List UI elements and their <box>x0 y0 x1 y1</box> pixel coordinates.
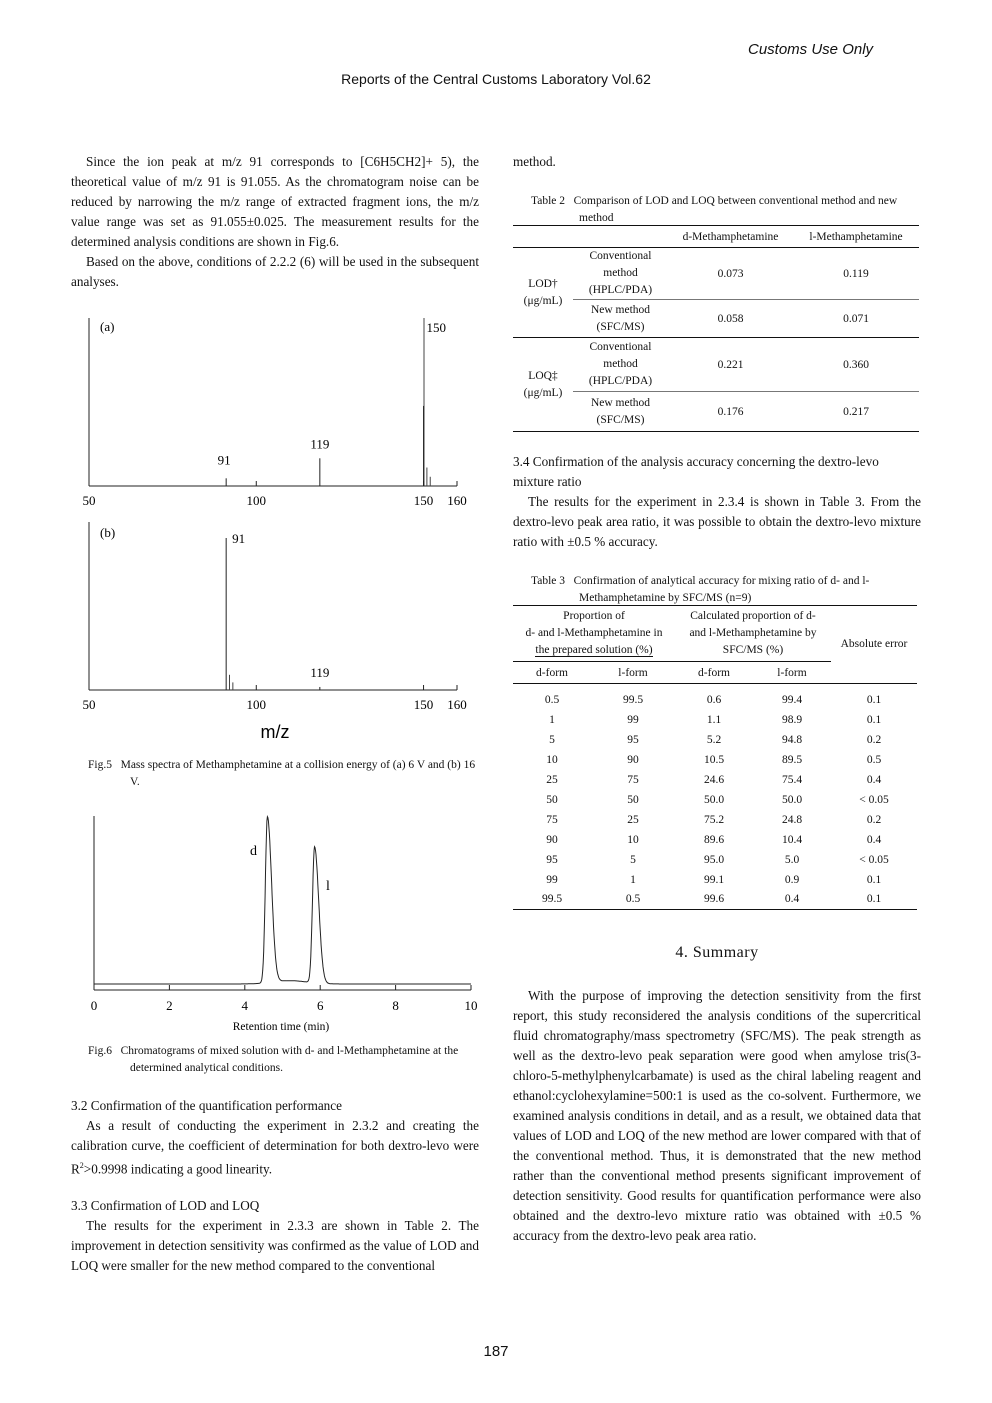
mz-axis-label: m/z <box>260 722 290 742</box>
table-row: 99 1 99.1 0.9 0.1 <box>546 873 882 886</box>
summary-paragraph: With the purpose of improving the detection sensitivity from the first report, this study reconsidered the analysis conditions of the supercritical fluid chromatography/mass spectrometry (SFC/MS). The peak strength as well as the dextro-levo peak separation were good when amylose tris(3-chloro-5-methylphenylcarbamate) is used as the chiral labeling reagent and ethanol:cyclohexylamine=500:1 is used as the co-solvent. Furthermore, we examined analysis conditions in detail, and as a result, we obtained data that values of LOD and LOQ of the new method are lower compared with that of the conventional method. Thus, it is demonstrated that the new method rather than the conventional method presents significant improvement of detection sensitivity. Good results for quantification performance were also obtained and the dextro-levo mixture ratio was obtained with ±0.5 % accuracy from the dextro-levo peak area ratio. <box>513 988 921 1243</box>
table-row: 1 99 1.1 98.9 0.1 <box>549 713 882 726</box>
heading-3-2: 3.2 Confirmation of the quantification performance <box>71 1098 342 1113</box>
summary-heading: 4. Summary <box>675 944 759 961</box>
peak-label-d: d <box>250 844 257 859</box>
page-number: 187 <box>483 1343 509 1360</box>
x-tick-label: 2 <box>166 998 173 1013</box>
spectrum-panel-b <box>83 522 467 742</box>
paragraph-3-2: As a result of conducting the experiment in 2.3.2 and creating the calibration curve, the coefficient of determination for both dextro-levo were $R^2>0.9998$ indicating a good linearity. <box>71 1118 479 1177</box>
heading-3-4: 3.4 Confirmation of the analysis accuracy concerning the dextro-levo mixture ratio <box>513 454 879 489</box>
t2-lod-label: LOD† (μg/mL) <box>513 248 573 338</box>
peak-label: 119 <box>310 436 330 452</box>
fig6-chromatogram <box>60 808 490 1040</box>
t2-col-l: l-Methamphetamine <box>809 230 903 243</box>
customs-use-only: Customs Use Only <box>748 41 874 58</box>
paragraph-conditions: Based on the above, conditions of 2.2.2 (6) will be used in the subsequent analyses. <box>71 254 479 289</box>
table3-caption: Table 3 Confirmation of analytical accuracy for mixing ratio of d- and l-Methamphetamine by SFC/MS (n=9) <box>531 575 870 604</box>
peak-label-l: l <box>326 879 330 894</box>
paragraph-3-4: The results for the experiment in 2.3.4 is shown in Table 3. From the dextro-levo peak area ratio, it was possible to obtain the dextro-levo mixture ratio with ±0.5 % accuracy. <box>513 494 921 549</box>
table-row: 75 25 75.2 24.8 0.2 <box>546 813 882 826</box>
fig5-label: Fig.5 <box>88 759 112 771</box>
x-tick-label: 160 <box>447 493 467 508</box>
x-tick-label: 100 <box>246 493 267 508</box>
retention-time-label: Retention time (min) <box>232 1021 330 1033</box>
paragraph-3-3: The results for the experiment in 2.3.3 are shown in Table 2. The improvement in detection sensitivity was confirmed as the value of LOD and LOQ were smaller for the new method compared to the conventional <box>71 1218 479 1273</box>
table-row: 5 95 5.2 94.8 0.2 <box>549 733 882 746</box>
panel-b-label: (b) <box>100 525 116 540</box>
fig5-spectra <box>60 310 490 750</box>
x-tick-label: 6 <box>316 998 324 1013</box>
section-3-4 <box>513 452 921 552</box>
peak-label: 91 <box>232 531 246 546</box>
x-tick-label: 0 <box>90 998 98 1013</box>
table-row: 95 5 95.0 5.0 < 0.05 <box>546 853 889 866</box>
table-row: 99.5 0.5 99.6 0.4 0.1 <box>541 893 882 906</box>
summary <box>513 986 921 1246</box>
table-row: 25 75 24.6 75.4 0.4 <box>546 773 882 786</box>
x-tick-label: 50 <box>82 493 96 508</box>
heading-3-3: 3.3 Confirmation of LOD and LOQ <box>71 1198 260 1213</box>
method-continuation: method. <box>513 154 556 169</box>
table-row: 10 90 10.5 89.5 0.5 <box>546 753 882 766</box>
peak-label: 150 <box>426 320 447 335</box>
spectrum-panel-a <box>83 318 467 508</box>
t2-loq-label: LOQ‡ (μg/mL) <box>513 338 573 432</box>
fig5-text: Mass spectra of Methamphetamine at a collision energy of (a) 6 V and (b) 16 V. <box>120 759 476 788</box>
fig5-caption <box>88 757 483 791</box>
t2-col-d: d-Methamphetamine <box>682 230 779 243</box>
x-tick-label: 150 <box>413 493 434 508</box>
fig6-label: Fig.6 <box>88 1045 112 1057</box>
x-tick-label: 50 <box>82 697 96 712</box>
x-tick-label: 8 <box>392 998 399 1013</box>
x-tick-label: 10 <box>464 998 478 1013</box>
fig6-caption <box>88 1043 483 1077</box>
table3-mixing-ratio: Proportion of d- and l-Methamphetamine in the prepared solution (%) Calculated proportion of d- and l-Methamphetamine by SFC/MS (%) Absolute error d-form l-form d-form l-form 0.5 99.5 0.6 99.4 0.1 1 99 1.1 98.9 0.1 5 95 5.2 94.8 0.2 10 90 10.5 89.5 0.5 25 75 24.6 75.4 0.4 50 50 50.0 50.0 < 0.05 75 25 75.2 24.8 0.2 90 10 89.6 10.4 0.4 95 5 95.0 5.0 < 0.05 99 1 99.1 0.9 0.1 99.5 0.5 99.6 0.4 0.1 <box>513 605 917 910</box>
table-row: 90 10 89.6 10.4 0.4 <box>546 833 882 846</box>
left-intro <box>71 152 479 292</box>
x-tick-label: 4 <box>241 998 249 1013</box>
section-3-2 <box>71 1096 479 1179</box>
chromatogram-trace <box>94 817 471 984</box>
fig6-text: Chromatograms of mixed solution with d- and l-Methamphetamine at the determined analytical conditions. <box>120 1045 459 1074</box>
table2-lod-loq: d-Methamphetamine l-Methamphetamine LOD† (μg/mL) Conventional method (HPLC/PDA) 0.073 0.119 New method (SFC/MS) 0.058 0.071 LOQ‡ (μg/mL) Conventional method (HPLC/PDA) 0.221 0.360 New method (SFC/MS) 0.176 0.217 <box>513 225 919 432</box>
section-3-3 <box>71 1196 479 1276</box>
x-tick-label: 160 <box>447 697 467 712</box>
x-tick-label: 100 <box>246 697 267 712</box>
table2-caption: Table 2 Comparison of LOD and LOQ between conventional method and new method <box>531 195 898 224</box>
peak-label: 91 <box>217 452 231 468</box>
table-row: 0.5 99.5 0.6 99.4 0.1 <box>544 693 882 706</box>
x-tick-label: 150 <box>413 697 434 712</box>
running-title: Reports of the Central Customs Laboratory Vol.62 <box>341 71 651 87</box>
paragraph-mz: Since the ion peak at m/z 91 corresponds to [C6H5CH2]+ 5), the theoretical value of m/z 91 is 91.055. As the chromatogram noise can be reduced by narrowing the m/z range of extracted fragment ions, the m/z value range was set as 91.055±0.025. The measurement results for the determined analysis conditions are shown in Fig.6. <box>71 154 479 249</box>
table-row: 50 50 50.0 50.0 < 0.05 <box>546 793 889 806</box>
peak-label: 119 <box>310 664 330 680</box>
panel-a-label: (a) <box>100 319 115 334</box>
